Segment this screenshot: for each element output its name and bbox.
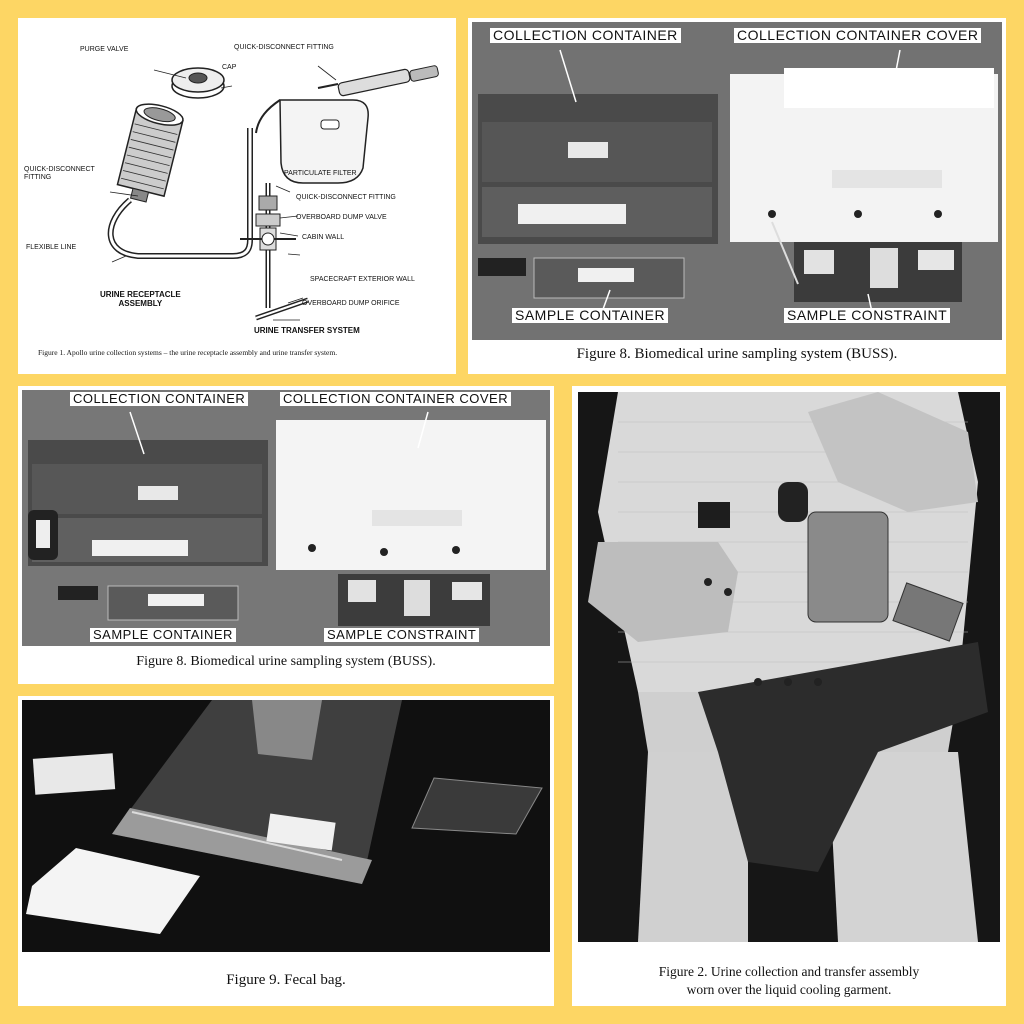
label-sample-container-mid: SAMPLE CONTAINER (90, 628, 236, 642)
label-quick-disconnect-left: QUICK-DISCONNECT FITTING (24, 166, 95, 182)
label-quick-disconnect-top: QUICK-DISCONNECT FITTING (234, 44, 334, 51)
figure-9-panel (18, 696, 554, 1006)
buss-photo-top (472, 22, 1002, 340)
label-cap: CAP (222, 64, 237, 71)
figure-2-caption-line-2: worn over the liquid cooling garment. (686, 982, 892, 997)
label-flexible-line: FLEXIBLE LINE (26, 244, 77, 251)
buss-photo-mid-shapes (22, 390, 550, 646)
figure-8-mid-caption: Figure 8. Biomedical urine sampling system (BUSS). (136, 654, 436, 669)
collection-container-cover-mid-shape (276, 420, 546, 570)
garment-photo (578, 392, 1000, 942)
figure-8-mid-panel (18, 386, 554, 684)
label-sample-constraint-top: SAMPLE CONSTRAINT (784, 308, 950, 323)
label-collection-container-cover-top: COLLECTION CONTAINER COVER (734, 28, 981, 43)
buss-photo-top-shapes (472, 22, 1002, 340)
quick-disconnect-mid-shape (256, 214, 280, 226)
label-sample-constraint-mid: SAMPLE CONSTRAINT (324, 628, 479, 642)
figure-2-caption-line-1: Figure 2. Urine collection and transfer assembly (658, 964, 920, 979)
urine-collection-diagram (18, 18, 456, 348)
figure-1-panel (18, 18, 456, 374)
figure-8-top-panel (468, 18, 1006, 374)
figure-9-caption: Figure 9. Fecal bag. (226, 972, 346, 988)
quick-disconnect-top-shape (318, 65, 439, 96)
label-particulate-filter: PARTICULATE FILTER (284, 170, 357, 177)
label-cabin-wall: CABIN WALL (302, 234, 345, 241)
label-urine-receptacle-assembly: URINE RECEPTACLE ASSEMBLY (100, 290, 181, 309)
label-sample-container-top: SAMPLE CONTAINER (512, 308, 668, 323)
label-collection-container-top: COLLECTION CONTAINER (490, 28, 681, 43)
figure-1-caption: Figure 1. Apollo urine collection systems – the urine receptacle assembly and urine transfer system. (38, 348, 338, 357)
label-overboard-dump-orifice: OVERBOARD DUMP ORIFICE (302, 300, 400, 307)
label-overboard-dump-valve: OVERBOARD DUMP VALVE (296, 214, 387, 221)
garment-photo-shapes (578, 392, 1000, 942)
buss-photo-mid (22, 390, 550, 646)
label-purge-valve: PURGE VALVE (80, 46, 129, 53)
figure-8-top-caption: Figure 8. Biomedical urine sampling system (BUSS). (576, 346, 898, 362)
transfer-assembly-shape (808, 512, 888, 622)
figure-2-panel (572, 386, 1006, 1006)
purge-valve-shape (189, 73, 207, 83)
fecal-bag-photo (22, 700, 550, 952)
label-collection-container-mid: COLLECTION CONTAINER (70, 392, 248, 406)
receptacle-cylinder (115, 100, 185, 206)
fecal-bag-photo-shapes (22, 700, 550, 952)
label-urine-transfer-system: URINE TRANSFER SYSTEM (254, 326, 360, 335)
label-quick-disconnect-mid: QUICK-DISCONNECT FITTING (296, 194, 396, 201)
particulate-filter-shape (259, 196, 277, 210)
label-spacecraft-exterior-wall: SPACECRAFT EXTERIOR WALL (310, 276, 415, 283)
label-collection-container-cover-mid: COLLECTION CONTAINER COVER (280, 392, 511, 406)
